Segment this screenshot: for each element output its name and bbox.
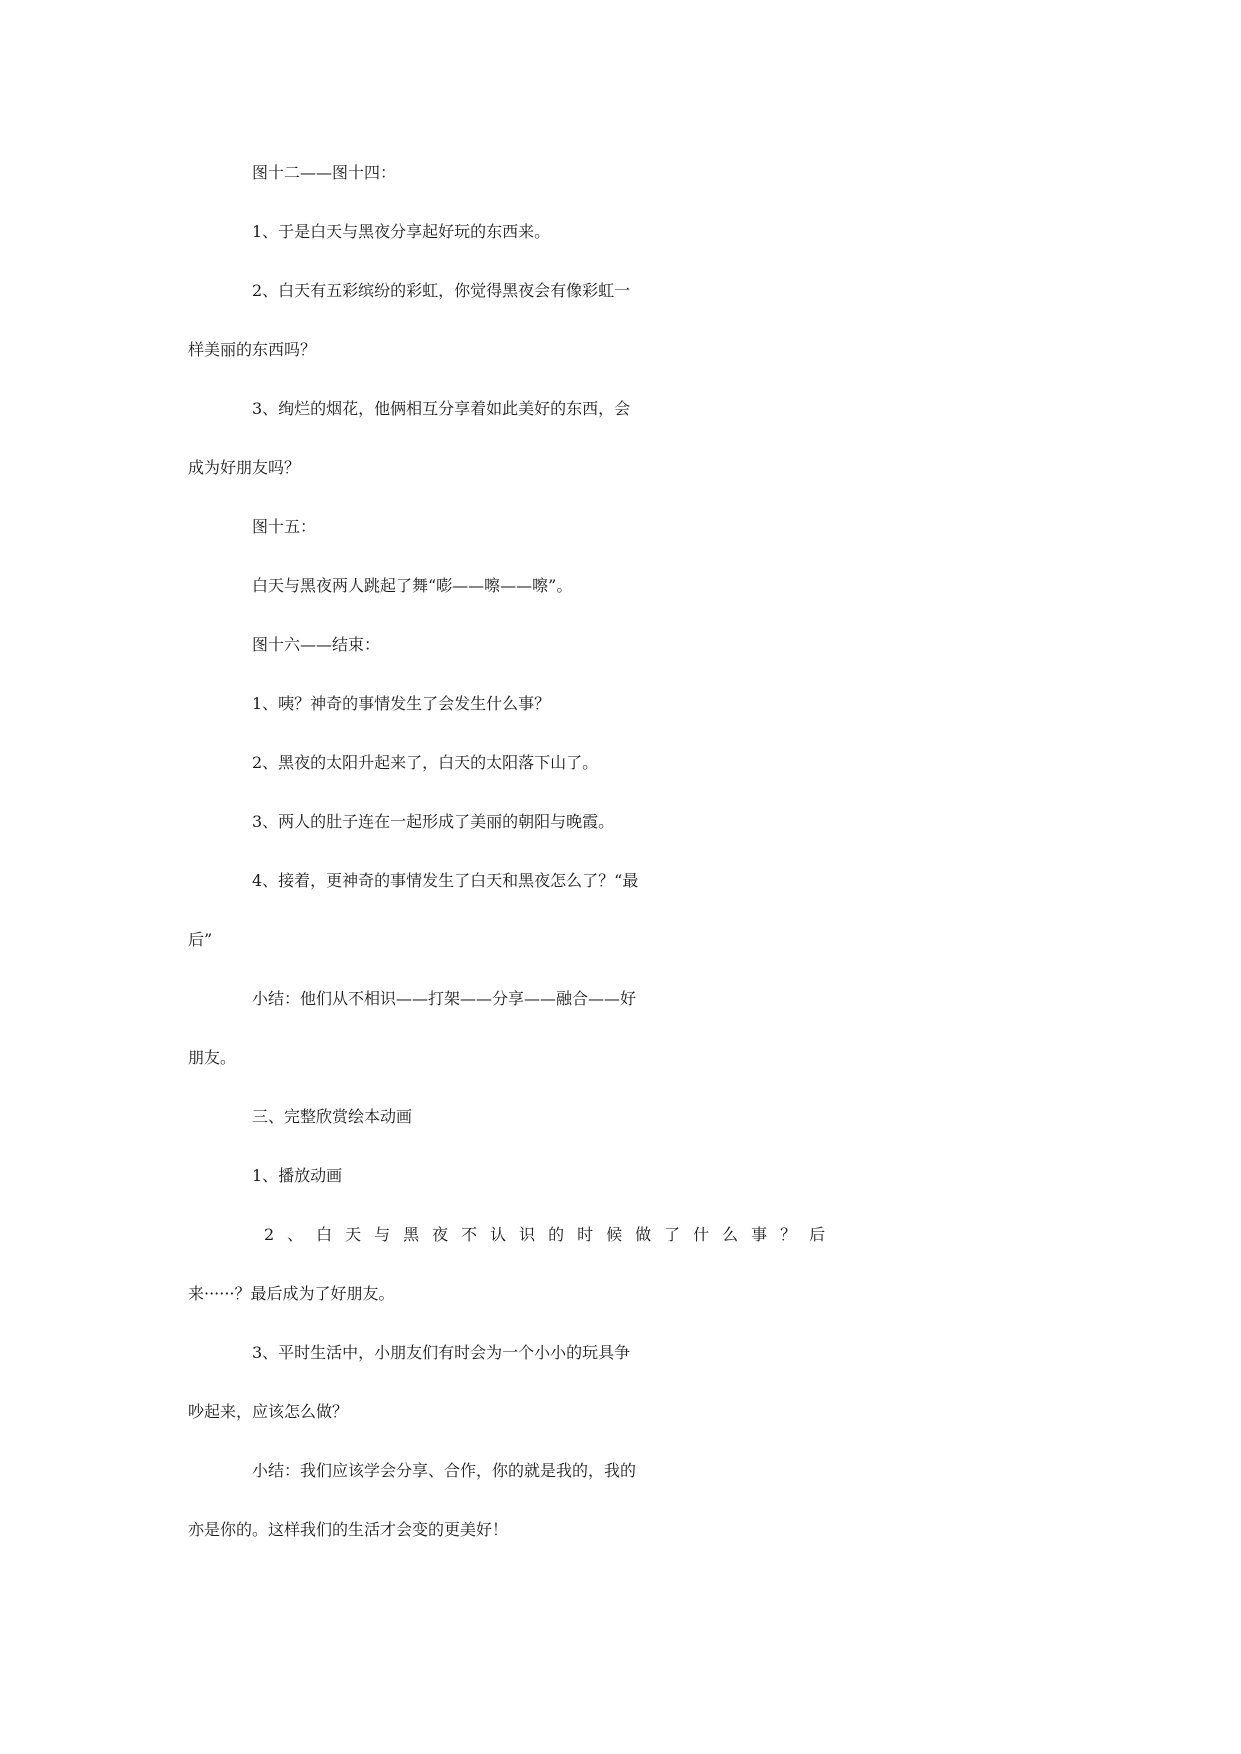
paragraph-line: 白天与黑夜两人跳起了舞“嘭——嚓——嚓”。 [252,576,573,595]
paragraph-line: 2、白天与黑夜不认识的时候做了什么事？后 [264,1225,839,1244]
paragraph-line: 来······？最后成为了好朋友。 [188,1284,395,1303]
summary-line: 小结：我们应该学会分享、合作，你的就是我的，我的 [252,1461,637,1480]
paragraph-line: 2、白天有五彩缤纷的彩虹，你觉得黑夜会有像彩虹一 [252,281,631,300]
summary-line: 朋友。 [188,1048,237,1067]
paragraph-line: 4、接着，更神奇的事情发生了白天和黑夜怎么了？“最 [252,871,639,890]
paragraph-line: 2、黑夜的太阳升起来了，白天的太阳落下山了。 [252,753,599,772]
paragraph-line: 1、咦？神奇的事情发生了会发生什么事？ [252,694,551,713]
section-heading-fig12-14: 图十二——图十四： [252,163,397,182]
paragraph-line: 3、平时生活中，小朋友们有时会为一个小小的玩具争 [252,1343,631,1362]
summary-line: 小结：他们从不相识——打架——分享——融合——好 [252,989,637,1008]
document-page [188,160,1060,1576]
paragraph-line: 3、两人的肚子连在一起形成了美丽的朝阳与晚霞。 [252,812,615,831]
paragraph-line: 1、播放动画 [252,1166,343,1185]
section-heading-part3: 三、完整欣赏绘本动画 [252,1107,413,1126]
paragraph-line: 吵起来，应该怎么做？ [188,1402,349,1421]
section-heading-fig16-end: 图十六——结束： [252,635,381,654]
paragraph-line: 样美丽的东西吗？ [188,340,317,359]
paragraph-line: 成为好朋友吗？ [188,458,301,477]
paragraph-line: 3、绚烂的烟花，他俩相互分享着如此美好的东西，会 [252,399,631,418]
summary-line: 亦是你的。这样我们的生活才会变的更美好！ [188,1520,509,1539]
paragraph-line: 1、于是白天与黑夜分享起好玩的东西来。 [252,222,551,241]
paragraph-line: 后” [188,930,213,949]
section-heading-fig15: 图十五： [252,517,317,536]
